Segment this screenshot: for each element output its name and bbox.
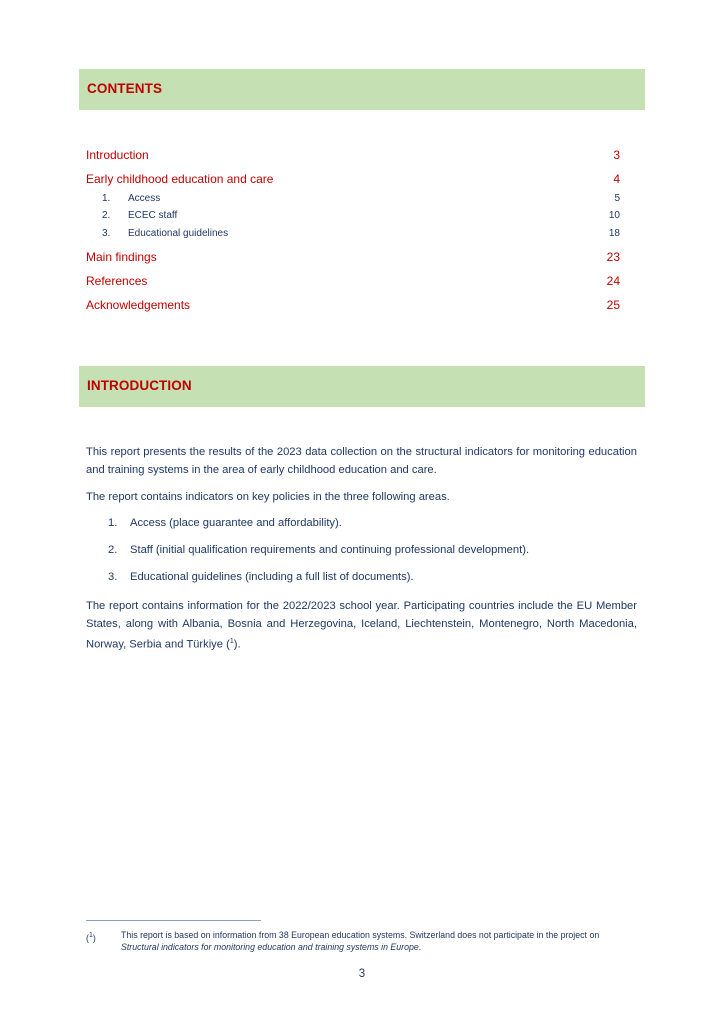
toc-entry-label: Introduction xyxy=(86,148,149,162)
list-item xyxy=(108,544,529,556)
toc-subentry-ecec-staff[interactable] xyxy=(86,210,620,221)
contents-heading: CONTENTS xyxy=(87,81,163,96)
toc-entry-main-findings[interactable] xyxy=(86,250,620,264)
list-item-text: Educational guidelines (including a full list of documents). xyxy=(130,571,414,583)
intro-paragraph-3-end: ). xyxy=(233,638,241,651)
list-item-text: Access (place guarantee and affordability). xyxy=(130,517,342,529)
footnote-mark-number: 1 xyxy=(88,932,93,939)
footnote-reference[interactable]: 1 xyxy=(229,638,234,645)
intro-paragraph-3 xyxy=(86,597,637,654)
footnote-divider xyxy=(86,920,261,921)
footnote xyxy=(86,930,637,953)
footnote-mark-open: ( xyxy=(86,932,89,943)
toc-subentry-number: 2. xyxy=(102,210,111,221)
introduction-banner xyxy=(79,366,645,407)
toc-subentry-page: 18 xyxy=(608,228,620,239)
toc-subentry-label: ECEC staff xyxy=(128,210,178,221)
page-number: 3 xyxy=(358,968,366,980)
list-item-text: Staff (initial qualification requirements and continuing professional development). xyxy=(130,544,530,556)
list-item xyxy=(108,571,414,583)
list-item xyxy=(108,517,342,529)
toc-entry-page: 3 xyxy=(613,148,620,162)
footnote-text xyxy=(121,930,637,953)
toc-entry-references[interactable] xyxy=(86,274,620,288)
toc-entry-page: 25 xyxy=(606,298,620,312)
introduction-heading: INTRODUCTION xyxy=(87,378,192,393)
footnote-text-plain: This report is based on information from 38 European education systems. Switzerland does not participate in the project on xyxy=(121,930,600,940)
toc-entry-page: 24 xyxy=(606,274,620,288)
intro-paragraph-2: The report contains indicators on key policies in the three following areas. xyxy=(86,491,450,503)
list-item-number: 2. xyxy=(108,544,118,556)
intro-paragraph-1: This report presents the results of the 2023 data collection on the structural indicators for monitoring education and training systems in the area of early childhood education and care. xyxy=(86,446,637,476)
toc-subentry-number: 3. xyxy=(102,228,111,239)
toc-entry-page: 4 xyxy=(613,172,620,186)
toc-subentry-page: 10 xyxy=(608,210,620,221)
toc-entry-acknowledgements[interactable] xyxy=(86,298,620,312)
toc-subentry-page: 5 xyxy=(614,193,620,204)
footnote-mark xyxy=(86,930,121,953)
toc-entry-label: Main findings xyxy=(86,250,157,264)
contents-banner xyxy=(79,69,645,110)
toc-entry-label: Acknowledgements xyxy=(86,298,191,312)
toc-subentry-label: Educational guidelines xyxy=(128,228,229,239)
toc-entry-page: 23 xyxy=(606,250,620,264)
list-item-number: 1. xyxy=(108,517,118,529)
toc-entry-introduction[interactable] xyxy=(86,148,620,162)
intro-paragraph-3-text: The report contains information for the 2022/2023 school year. Participating countries include the EU Member States, along with Albania, Bosnia and Herzegovina, Iceland, Liechtenstein, Montenegro, North Macedonia, Norway, Serbia and Türkiye ( xyxy=(86,600,637,651)
toc-subentry-educational-guidelines[interactable] xyxy=(86,228,620,239)
toc-entry-label: References xyxy=(86,274,148,288)
footnote-mark-close: ) xyxy=(92,932,96,943)
toc-subentry-number: 1. xyxy=(102,193,111,204)
toc-entry-label: Early childhood education and care xyxy=(86,172,274,186)
toc-entry-ecec[interactable] xyxy=(86,172,620,186)
footnote-text-end: . xyxy=(418,941,422,952)
footnote-project-title: Structural indicators for monitoring education and training systems in Europe xyxy=(121,941,419,952)
toc-subentry-label: Access xyxy=(128,193,161,204)
toc-subentry-access[interactable] xyxy=(86,193,620,204)
list-item-number: 3. xyxy=(108,571,118,583)
